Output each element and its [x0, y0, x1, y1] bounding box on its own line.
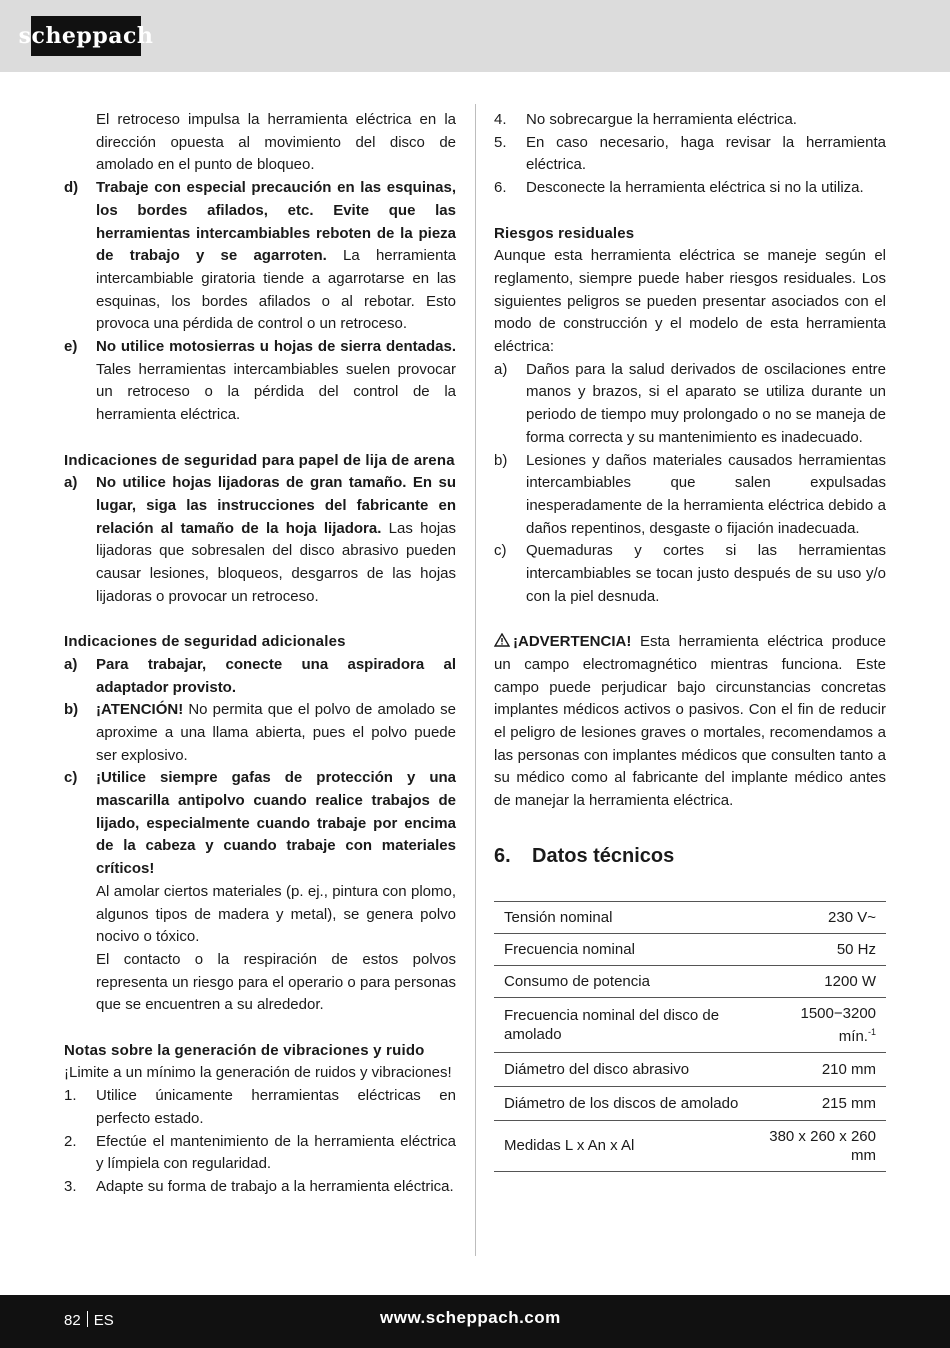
list-item-b — [494, 450, 886, 541]
list-item-a — [494, 359, 886, 450]
paragraph: Al amolar ciertos materiales (p. ej., pintura con plomo, algunos tipos de madera y metal), se genera polvo nocivo o tóxico. — [96, 882, 456, 946]
column-divider — [475, 104, 476, 1256]
table-cell-value: 1200 W — [756, 965, 886, 997]
table-cell-label: Consumo de potencia — [494, 965, 756, 997]
list-bold-text: No utilice motosierras u hojas de sierra dentadas. — [96, 338, 456, 356]
paragraph: El contacto o la respiración de estos polvos representa un riesgo para el operario o para personas que se encuentren a su alrededor. — [96, 950, 456, 1014]
list-label: 3. — [64, 1178, 77, 1195]
paragraph: El retroceso impulsa la herramienta eléctrica en la dirección opuesta al movimiento del disco de amolado en el punto de bloqueo. — [96, 111, 456, 174]
left-column — [64, 109, 456, 1199]
list-item-6 — [494, 177, 886, 200]
list-text: Efectúe el mantenimiento de la herramienta eléctrica y límpiela con regularidad. — [96, 1132, 456, 1173]
list-text: La herramienta intercambiable giratoria tiende a agarrotarse en las esquinas, los bordes afilados o al rebotar. Esto provoca una pérdida de control o un retroceso. — [96, 247, 456, 333]
list-text: No permita que el polvo de amolado se aproxime a una llama abierta, pues el polvo puede ser explosivo. — [96, 701, 456, 764]
list-item-d — [64, 177, 456, 336]
table-cell-label: Diámetro del disco abrasivo — [494, 1052, 756, 1086]
table-row — [494, 1120, 886, 1171]
section-number: 6. — [494, 844, 511, 867]
list-label: b) — [64, 701, 79, 719]
list-label: c) — [64, 769, 78, 787]
table-row — [494, 1086, 886, 1120]
page-number: 82 — [64, 1312, 81, 1329]
list-label: a) — [64, 474, 78, 492]
section-heading: Indicaciones de seguridad para papel de lija de arena — [64, 451, 455, 469]
footer-bar — [0, 1295, 950, 1348]
list-item-4 — [494, 109, 886, 132]
table-cell-label: Frecuencia nominal del disco de amolado — [494, 997, 756, 1052]
warning-paragraph — [494, 631, 886, 813]
list-item-c — [494, 540, 886, 608]
list-label: 6. — [494, 179, 507, 197]
language-code: ES — [93, 1312, 114, 1329]
section-heading: Notas sobre la generación de vibraciones y ruido — [64, 1041, 425, 1059]
list-item-a — [64, 472, 456, 608]
warning-text: Esta herramienta eléctrica produce un campo electromagnético mientras funciona. Este campo puede perjudicar bajo circunstancias concretas implantes médicos activos o pasivos. Con el fin de reducir el peligro de lesiones graves o mortales, recomendamos a las personas con implantes médicos que consulten tanto a su médico como al fabricante del implante médico antes de manejar la herramienta eléctrica. — [494, 633, 886, 810]
list-bold-text: ¡ATENCIÓN! — [96, 701, 184, 719]
table-cell-value: 215 mm — [756, 1086, 886, 1120]
list-text: Daños para la salud derivados de oscilaciones entre manos y brazos, si el aparato se utiliza durante un periodo de tiempo muy prolongado o no se maneja de forma correcta y su mantenimiento es inadecuado. — [526, 360, 886, 446]
list-text: En caso necesario, haga revisar la herramienta eléctrica. — [526, 133, 886, 174]
right-column — [494, 109, 886, 1172]
list-item-2 — [64, 1131, 456, 1176]
list-bold-text: Trabaje con especial precaución en las esquinas, los bordes afilados, etc. Evite que las herramientas intercambiables reboten de la pieza de trabajo y se agarroten. — [96, 179, 456, 265]
section-title-text: Datos técnicos — [532, 844, 675, 867]
list-label: d) — [64, 179, 79, 197]
section-heading: Indicaciones de seguridad adicionales — [64, 633, 346, 651]
list-item-e — [64, 336, 456, 427]
list-item-5 — [494, 132, 886, 177]
list-item-3 — [64, 1176, 456, 1199]
header-bar — [0, 0, 950, 72]
table-cell-value: 230 V~ — [756, 901, 886, 933]
list-label: 2. — [64, 1132, 77, 1150]
tech-data-table — [494, 901, 886, 1172]
list-bold-text: Para trabajar, conecte una aspiradora al adaptador provisto. — [96, 655, 456, 696]
table-cell-value: 380 x 260 x 260 mm — [756, 1120, 886, 1171]
list-text: Las hojas lijadoras que sobresalen del disco abrasivo pueden causar lesiones, bloqueos, desgarros de las hojas lijadoras o provocar un retroceso. — [96, 519, 456, 605]
section-heading: Riesgos residuales — [494, 224, 635, 242]
separator — [87, 1311, 88, 1327]
list-label: a) — [494, 360, 508, 378]
list-text: Lesiones y daños materiales causados herramientas intercambiables que salen expulsadas inesperadamente de la herramienta eléctrica debido a daños repentinos, desgaste o fijación inadecuada. — [526, 451, 886, 537]
list-item-b — [64, 699, 456, 767]
table-row — [494, 933, 886, 965]
list-text: No sobrecargue la herramienta eléctrica. — [526, 111, 797, 128]
table-cell-label: Diámetro de los discos de amolado — [494, 1086, 756, 1120]
list-label: e) — [64, 338, 78, 356]
website-link[interactable]: www.scheppach.com — [380, 1308, 561, 1327]
warning-label: ¡ADVERTENCIA! — [513, 633, 632, 651]
table-cell-value: 210 mm — [756, 1052, 886, 1086]
paragraph: ¡Limite a un mínimo la generación de ruidos y vibraciones! — [64, 1064, 452, 1082]
list-label: a) — [64, 655, 78, 673]
page-info — [64, 1311, 114, 1329]
list-item-c — [64, 767, 456, 881]
list-text: Desconecte la herramienta eléctrica si no la utiliza. — [526, 179, 864, 197]
table-row — [494, 1052, 886, 1086]
paragraph: Aunque esta herramienta eléctrica se maneje según el reglamento, siempre puede haber riesgos residuales. Los siguientes peligros se pueden presentar asociados con el modo de construcción y el modelo de esta herramienta eléctrica: — [494, 247, 886, 356]
table-value-superscript: -1 — [867, 1026, 876, 1037]
table-value-text: 1500−3200 mín. — [800, 1004, 876, 1045]
table-cell-value — [756, 997, 886, 1052]
list-text: Tales herramientas intercambiables suelen provocar un retroceso o la pérdida del control de la herramienta eléctrica. — [96, 360, 456, 424]
list-bold-text: ¡Utilice siempre gafas de protección y una mascarilla antipolvo cuando realice trabajos de lijado, especialmente cuando trabaje por encima de la cabeza y cuando trabaje con materiales críticos! — [96, 769, 456, 878]
table-row — [494, 901, 886, 933]
list-item-a — [64, 654, 456, 699]
section-title — [494, 843, 886, 869]
list-text: Utilice únicamente herramientas eléctricas en perfecto estado. — [96, 1087, 456, 1127]
list-label: 4. — [494, 111, 507, 128]
list-text: Adapte su forma de trabajo a la herramienta eléctrica. — [96, 1178, 454, 1195]
list-label: b) — [494, 451, 508, 469]
table-row — [494, 965, 886, 997]
list-label: 5. — [494, 133, 507, 151]
list-label: 1. — [64, 1087, 77, 1105]
table-cell-value: 50 Hz — [756, 933, 886, 965]
table-cell-label: Frecuencia nominal — [494, 933, 756, 965]
list-text: Quemaduras y cortes si las herramientas intercambiables se tocan justo después de su uso y/o con la piel desnuda. — [526, 542, 886, 605]
table-cell-label: Medidas L x An x Al — [494, 1120, 756, 1171]
list-item-1 — [64, 1085, 456, 1130]
list-label: c) — [494, 542, 507, 560]
warning-triangle-icon — [494, 633, 510, 647]
list-bold-text: No utilice hojas lijadoras de gran tamaño. En su lugar, siga las instrucciones del fabricante en relación al tamaño de la hoja lijadora. — [96, 474, 456, 537]
table-row — [494, 997, 886, 1052]
table-cell-label: Tensión nominal — [494, 901, 756, 933]
brand-logo: scheppach — [31, 16, 141, 56]
